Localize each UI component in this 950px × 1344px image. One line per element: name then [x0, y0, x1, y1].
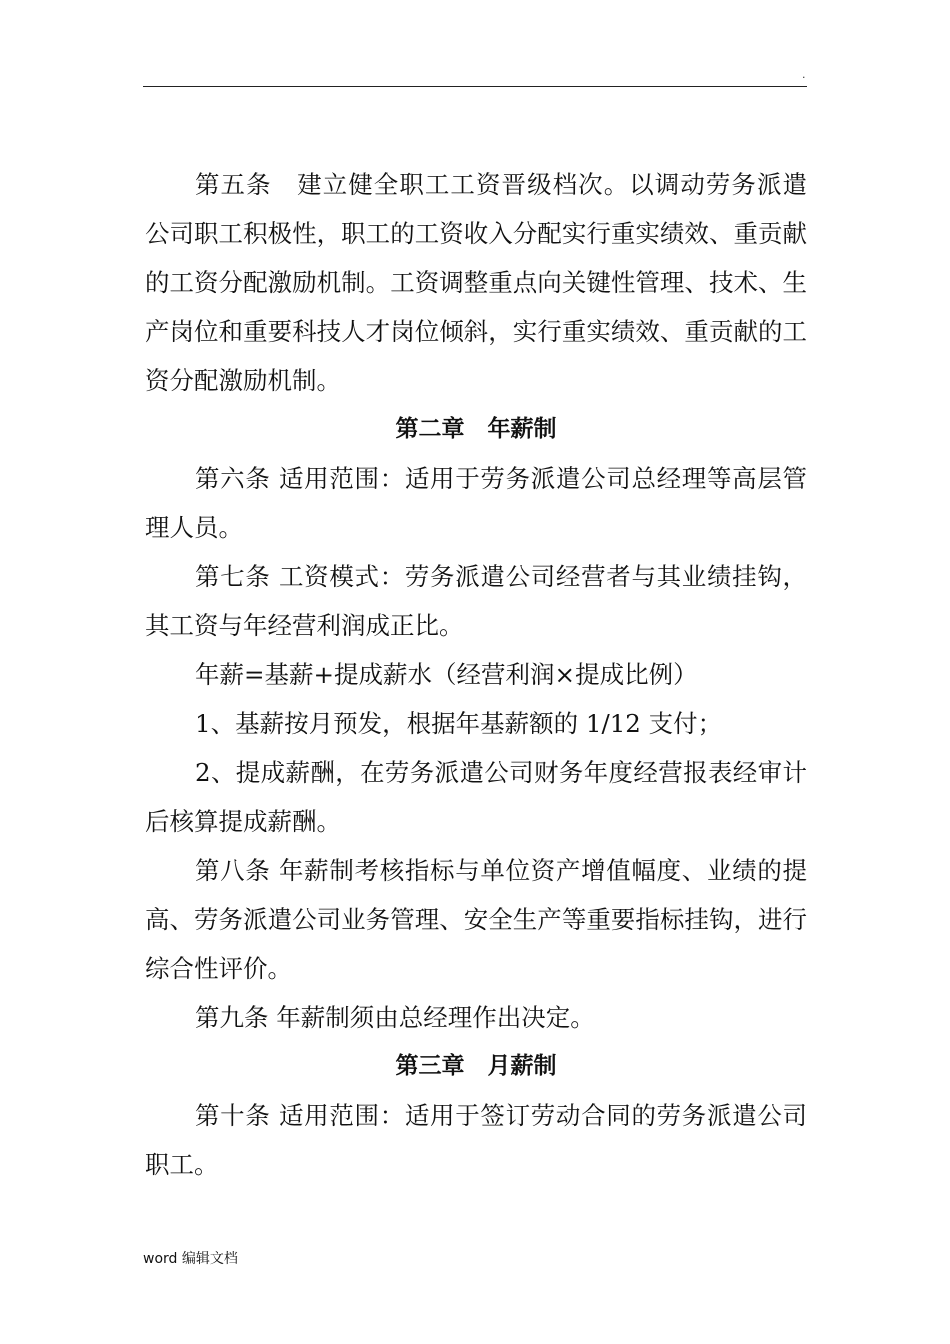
list-item-1: 1、基薪按月预发，根据年基薪额的 1/12 支付； [195, 709, 723, 738]
header-rule [143, 86, 807, 87]
document-body [145, 160, 807, 1189]
chapter-3-heading: 第三章 月薪制 [395, 1053, 557, 1079]
list-item-2: 2、提成薪酬，在劳务派遣公司财务年度经营报表经审计后核算提成薪酬。 [145, 758, 807, 836]
article-7: 第七条 工资模式：劳务派遣公司经营者与其业绩挂钩，其工资与年经营利润成正比。 [145, 562, 807, 640]
salary-formula: 年薪=基薪+提成薪水（经营利润×提成比例） [195, 660, 698, 689]
article-6: 第六条 适用范围：适用于劳务派遣公司总经理等高层管理人员。 [145, 464, 807, 542]
article-8: 第八条 年薪制考核指标与单位资产增值幅度、业绩的提高、劳务派遣公司业务管理、安全生产等重要指标挂钩，进行综合性评价。 [145, 856, 807, 983]
article-5: 第五条 建立健全职工工资晋级档次。以调动劳务派遣公司职工积极性，职工的工资收入分配实行重实绩效、重贡献的工资分配激励机制。工资调整重点向关键性管理、技术、生产岗位和重要科技人才岗位倾斜，实行重实绩效、重贡献的工资分配激励机制。 [145, 170, 807, 395]
footer-label: word 编辑文档 [143, 1251, 238, 1267]
header-mark: . [802, 68, 806, 81]
article-9: 第九条 年薪制须由总经理作出决定。 [195, 1003, 595, 1032]
article-10: 第十条 适用范围：适用于签订劳动合同的劳务派遣公司职工。 [145, 1101, 807, 1179]
chapter-2-heading: 第二章 年薪制 [395, 416, 557, 442]
